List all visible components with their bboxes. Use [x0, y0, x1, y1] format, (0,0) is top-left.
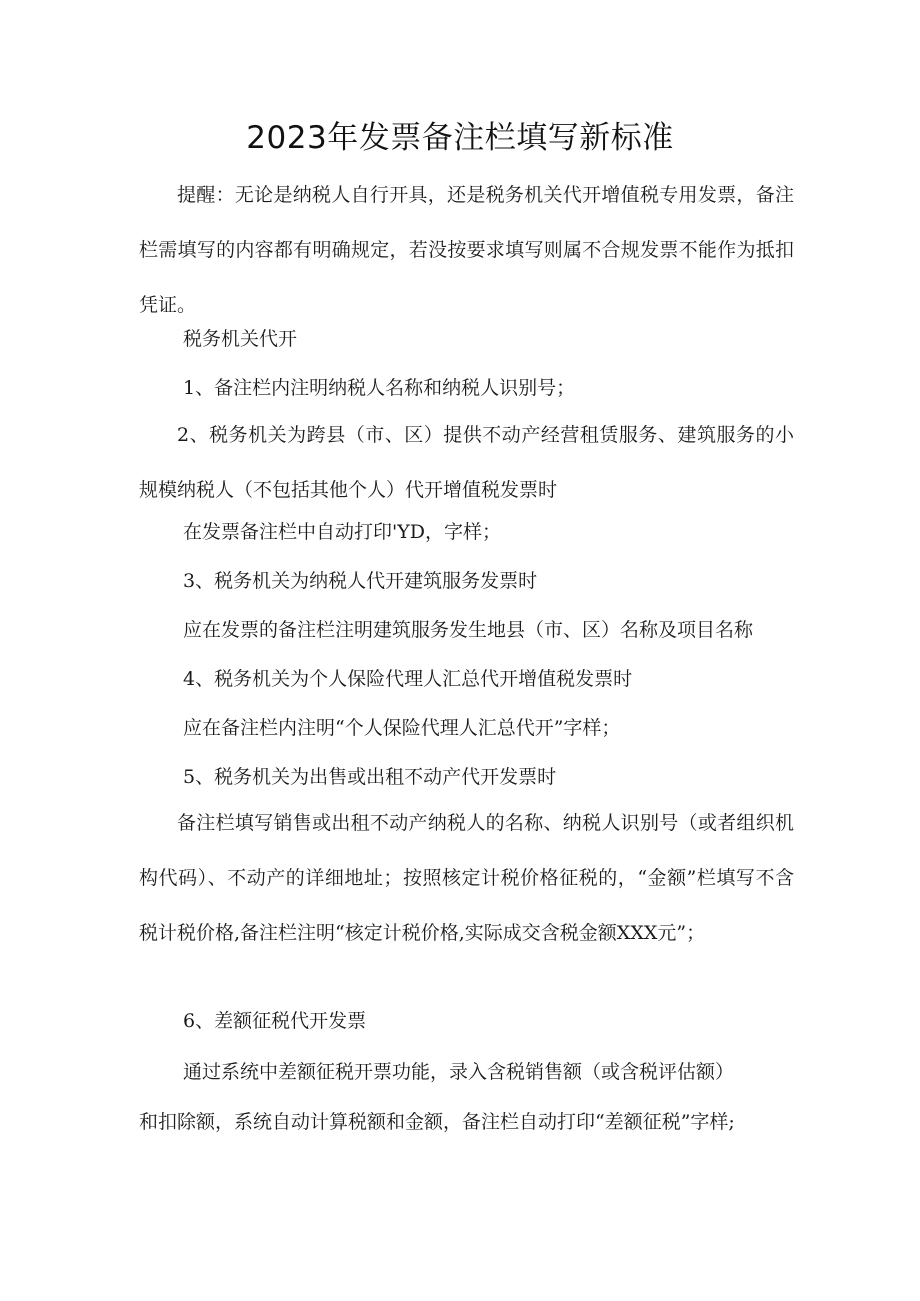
page-title: 2023年发票备注栏填写新标准 [246, 120, 674, 156]
list-item-1: 1、备注栏内注明纳税人名称和纳税人识别号； [183, 377, 576, 399]
list-item-6: 6、差额征税代开发票 [183, 1010, 367, 1032]
list-item-3: 3、税务机关为纳税人代开建筑服务发票时 [183, 570, 538, 592]
list-item-5-note: 备注栏填写销售或出租不动产纳税人的名称、纳税人识别号（或者组织机构代码）、不动产的详细地址；按照核定计税价格征税的，“金额”栏填写不含税计税价格,备注栏注明“核定计税价格,实际成交含税金额XXX元”； [139, 812, 794, 944]
list-item-3-note: 应在发票的备注栏注明建筑服务发生地县（市、区）名称及项目名称 [183, 619, 754, 641]
list-item-5: 5、税务机关为出售或出租不动产代开发票时 [183, 766, 557, 788]
list-item-4: 4、税务机关为个人保险代理人汇总代开增值税发票时 [183, 668, 633, 690]
list-item-6-note-line1: 通过系统中差额征税开票功能，录入含税销售额（或含税评估额） [183, 1061, 735, 1083]
list-item-6-note-line2: 和扣除额，系统自动计算税额和金额，备注栏自动打印“差额征税”字样; [139, 1111, 735, 1133]
paragraph-reminder: 提醒：无论是纳税人自行开具，还是税务机关代开增值税专用发票，备注栏需填写的内容都有明确规定，若没按要求填写则属不合规发票不能作为抵扣凭证。 [139, 184, 794, 316]
list-item-2: 2、税务机关为跨县（市、区）提供不动产经营租赁服务、建筑服务的小规模纳税人（不包括其他个人）代开增值税发票时 [139, 424, 794, 501]
list-item-4-note: 应在备注栏内注明“个人保险代理人汇总代开”字样； [183, 717, 621, 739]
list-item-2-note: 在发票备注栏中自动打印'YD，字样； [183, 521, 502, 543]
section-heading-tax-office: 税务机关代开 [183, 328, 298, 350]
